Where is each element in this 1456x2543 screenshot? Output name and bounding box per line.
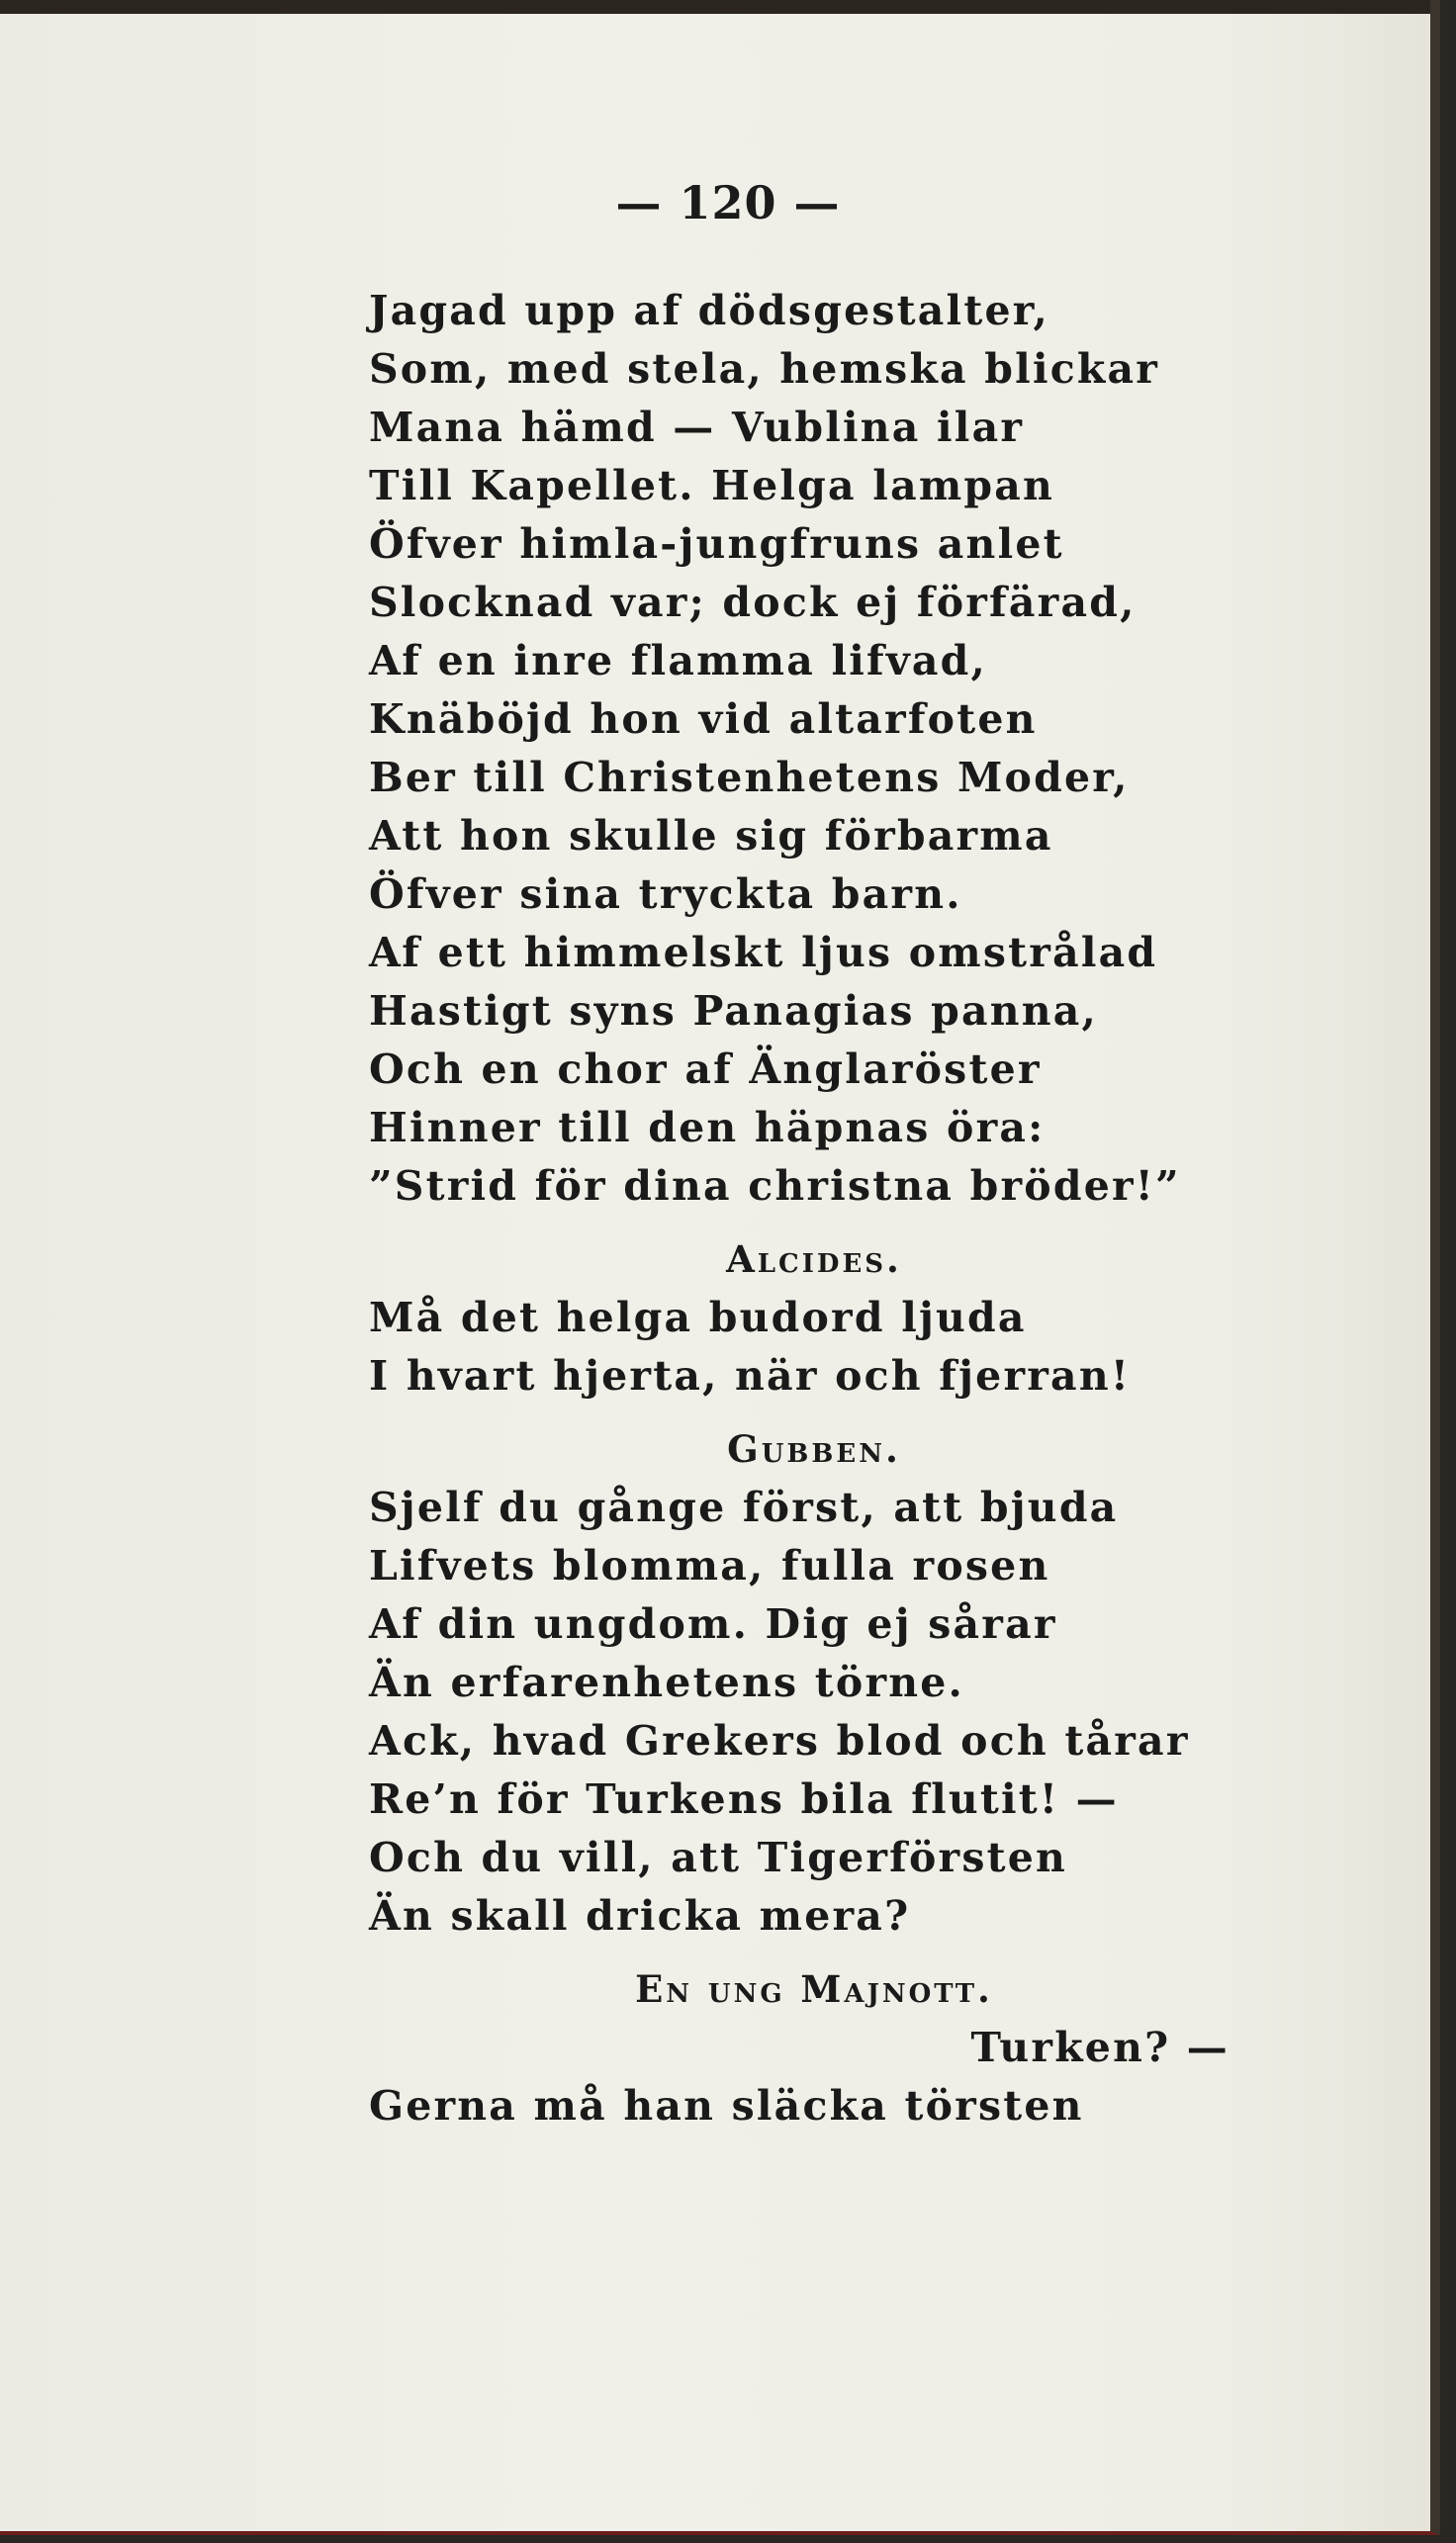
stanza-2 [369, 1289, 1239, 1406]
verse-line: Och du vill, att Tigerförsten [369, 1834, 1068, 1881]
verse-line: Knäböjd hon vid altarfoten [369, 695, 1038, 743]
verse-line: Att hon skulle sig förbarma [369, 812, 1053, 860]
verse-line: Som, med stela, hemska blickar [369, 345, 1160, 393]
verse-line: Hinner till den häpnas öra: [369, 1104, 1046, 1151]
verse-line: Gerna må han släcka törsten [369, 2082, 1084, 2130]
verse-line: Öfver sina tryckta barn. [369, 870, 962, 918]
verse-line: Ack, hvad Grekers blod och tårar [369, 1717, 1190, 1765]
page-top-edge [0, 0, 1430, 14]
verse-line: Öfver himla-jungfruns anlet [369, 520, 1064, 568]
verse-line: Lifvets blomma, fulla rosen [369, 1542, 1050, 1589]
verse-line: ”Strid för dina christna bröder!” [369, 1162, 1181, 1210]
verse-line: Och en chor af Änglaröster [369, 1045, 1042, 1093]
verse-line: Mana hämd — Vublina ilar [369, 404, 1025, 451]
stanza-1 [369, 282, 1239, 1216]
verse-line: Än skall dricka mera? [369, 1892, 911, 1940]
verse-line: Till Kapellet. Helga lampan [369, 462, 1055, 509]
speaker-alcides: Alcides. [726, 1237, 902, 1281]
verse-line: Må det helga budord ljuda [369, 1294, 1027, 1341]
verse-line: Ber till Christenhetens Moder, [369, 754, 1130, 801]
verse-line: Än erfarenhetens törne. [369, 1659, 965, 1706]
verse-line-turken: Turken? — [970, 2024, 1229, 2071]
verse-line: Sjelf du gånge först, att bjuda [369, 1484, 1119, 1531]
verse-line: I hvart hjerta, när och fjerran! [369, 1352, 1132, 1400]
stanza-3 [369, 1479, 1239, 1946]
page-number: — 120 — [615, 176, 841, 229]
speaker-gubben: Gubben. [727, 1427, 901, 1471]
verse-line: Jagad upp af dödsgestalter, [369, 287, 1050, 334]
verse-line: Re’n för Turkens bila flutit! — [369, 1775, 1119, 1823]
verse-line: Hastigt syns Panagias panna, [369, 987, 1098, 1035]
verse-line: Af din ungdom. Dig ej sårar [369, 1600, 1057, 1648]
verse-line: Af ett himmelskt ljus omstrålad [369, 929, 1158, 976]
verse-line: Af en inre flamma lifvad, [369, 637, 988, 684]
verse-line: Slocknad var; dock ej förfärad, [369, 579, 1137, 626]
poem-text [369, 282, 1239, 2135]
speaker-ung-majnott: En ung Majnott. [635, 1967, 993, 2011]
stanza-4 [369, 2077, 1239, 2135]
